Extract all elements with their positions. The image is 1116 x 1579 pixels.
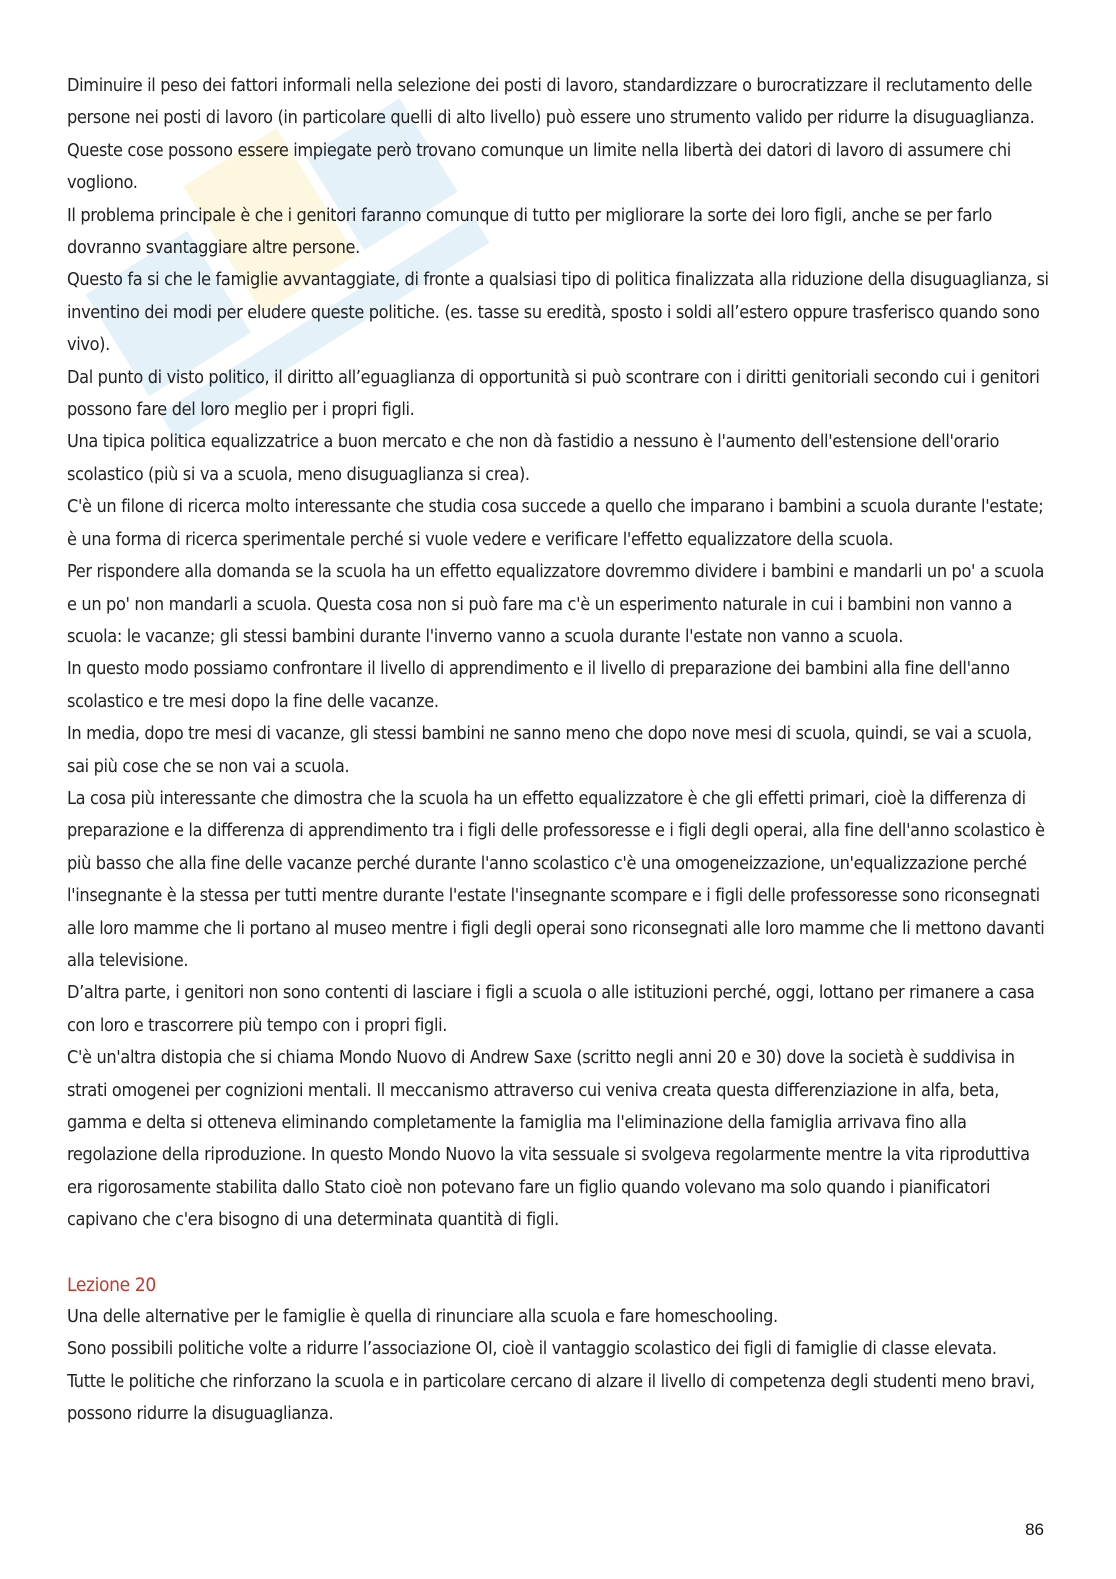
paragraph: Una delle alternative per le famiglie è quella di rinunciare alla scuola e fare homeschooling. <box>67 1306 778 1328</box>
page-number: 86 <box>1025 1520 1044 1539</box>
paragraph: C'è un'altra distopia che si chiama Mondo Nuovo di Andrew Saxe (scritto negli anni 20 e 30) dove la società è suddivisa in strati omogenei per cognizioni mentali. Il meccanismo attraverso cui veniva creata questa differenziazione in alfa, beta, gamma e delta si otteneva eliminando completamente la famiglia ma l'eliminazione della famiglia arrivava fino alla regolazione della riproduzione. In questo Mondo Nuovo la vita sessuale si svolgeva regolarmente mentre la vita riproduttiva era rigorosamente stabilita dallo Stato cioè non potevano fare un figlio quando volevano ma solo quando i pianificatori capivano che c'era bisogno di una determinata quantità di figli. <box>67 1047 1030 1231</box>
paragraph: C'è un filone di ricerca molto interessante che studia cosa succede a quello che imparano i bambini a scuola durante l'estate; è una forma di ricerca sperimentale perché si vuole vedere e verificare l'effetto equalizzatore della scuola. <box>67 496 1044 550</box>
paragraph: Questo fa si che le famiglie avvantaggiate, di fronte a qualsiasi tipo di politica finalizzata alla riduzione della disuguaglianza, si inventino dei modi per eludere queste politiche. (es. tasse su eredità, sposto i soldi all’estero oppure trasferisco quando sono vivo). <box>67 269 1049 356</box>
paragraph: In questo modo possiamo confrontare il livello di apprendimento e il livello di preparazione dei bambini alla fine dell'anno scolastico e tre mesi dopo la fine delle vacanze. <box>67 658 1010 712</box>
lesson-heading: Lezione 20 <box>67 1273 156 1296</box>
paragraph: Una tipica politica equalizzatrice a buon mercato e che non dà fastidio a nessuno è l'aumento dell'estensione dell'orario scolastico (più si va a scuola, meno disuguaglianza si crea). <box>67 431 1000 485</box>
paragraph: Sono possibili politiche volte a ridurre l’associazione OI, cioè il vantaggio scolastico dei figli di famiglie di classe elevata. <box>67 1338 997 1360</box>
paragraph: Diminuire il peso dei fattori informali nella selezione dei posti di lavoro, standardizzare o burocratizzare il reclutamento delle persone nei posti di lavoro (in particolare quelli di alto livello) può essere uno strumento valido per ridurre la disuguaglianza. <box>67 75 1035 129</box>
paragraph: Dal punto di visto politico, il diritto all’eguaglianza di opportunità si può scontrare con i diritti genitoriali secondo cui i genitori possono fare del loro meglio per i propri figli. <box>67 366 1040 421</box>
paragraph: Queste cose possono essere impiegate però trovano comunque un limite nella libertà dei datori di lavoro di assumere chi vogliono. <box>67 139 1011 194</box>
paragraph: Per rispondere alla domanda se la scuola ha un effetto equalizzatore dovremmo dividere i bambini e mandarli un po' a scuola e un po' non mandarli a scuola. Questa cosa non si può fare ma c'è un esperimento naturale in cui i bambini non vanno a scuola: le vacanze; gli stessi bambini durante l'inverno vanno a scuola durante l'estate non vanno a scuola. <box>67 561 1045 647</box>
paragraph: In media, dopo tre mesi di vacanze, gli stessi bambini ne sanno meno che dopo nove mesi di scuola, quindi, se vai a scuola, sai più cose che se non vai a scuola. <box>67 723 1032 777</box>
paragraphs-bottom <box>67 1301 1052 1431</box>
paragraph: La cosa più interessante che dimostra che la scuola ha un effetto equalizzatore è che gli effetti primari, cioè la differenza di preparazione e la differenza di apprendimento tra i figli delle professoresse e i figli degli operai, alla fine dell'anno scolastico è più basso che alla fine delle vacanze perché durante l'anno scolastico c'è una omogeneizzazione, un'equalizzazione perché l'insegnante è la stessa per tutti mentre durante l'estate l'insegnante scompare e i figli delle professoresse sono riconsegnati alle loro mamme che li portano al museo mentre i figli degli operai sono riconsegnati alle loro mamme che li mettono davanti alla televisione. <box>67 787 1045 971</box>
paragraph: Tutte le politiche che rinforzano la scuola e in particolare cercano di alzare il livello di competenza degli studenti meno bravi, possono ridurre la disuguaglianza. <box>67 1370 1035 1425</box>
paragraph: D’altra parte, i genitori non sono contenti di lasciare i figli a scuola o alle istituzioni perché, oggi, lottano per rimanere a casa con loro e trascorrere più tempo con i propri figli. <box>67 982 1035 1036</box>
document-body <box>67 70 1052 1431</box>
paragraphs-top <box>67 70 1052 1237</box>
paragraph: Il problema principale è che i genitori faranno comunque di tutto per migliorare la sorte dei loro figli, anche se per farlo dovranno svantaggiare altre persone. <box>67 204 992 259</box>
